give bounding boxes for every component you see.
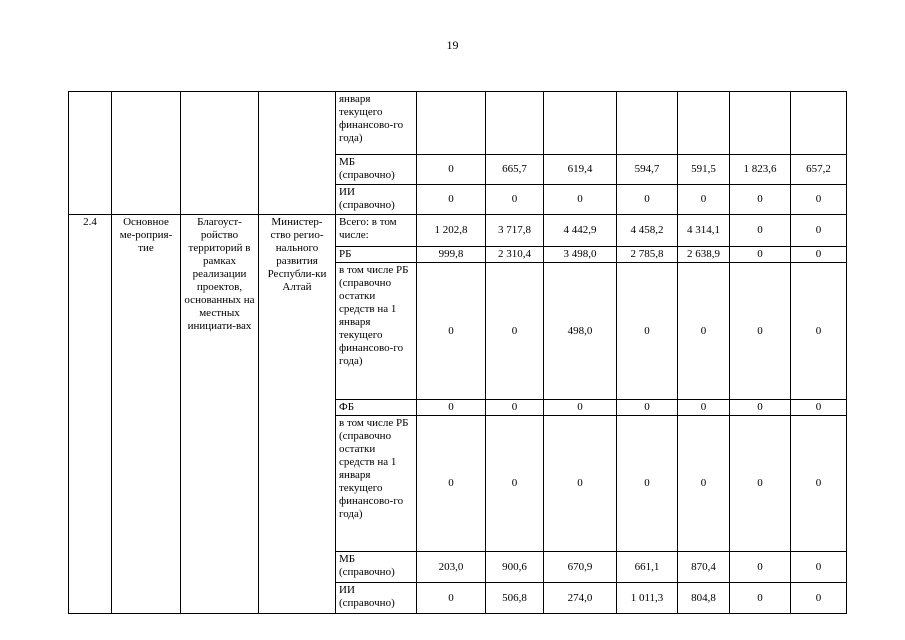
value-cell: 657,2 [791, 155, 847, 185]
funding-source-cell: ФБ [336, 400, 417, 416]
value-cell: 3 498,0 [544, 247, 617, 263]
value-cell [617, 92, 678, 155]
value-cell: 274,0 [544, 583, 617, 614]
value-cell: 670,9 [544, 552, 617, 583]
value-cell: 0 [791, 552, 847, 583]
page-number: 19 [446, 38, 459, 52]
value-cell: 0 [486, 416, 544, 552]
value-cell: 0 [791, 185, 847, 215]
value-cell: 0 [678, 400, 730, 416]
value-cell: 2 638,9 [678, 247, 730, 263]
value-cell: 0 [544, 416, 617, 552]
value-cell: 0 [417, 263, 486, 400]
funding-source-cell: ИИ (справочно) [336, 185, 417, 215]
value-cell: 0 [417, 155, 486, 185]
funding-source-cell: МБ (справочно) [336, 552, 417, 583]
table-body [69, 92, 847, 614]
value-cell: 0 [730, 185, 791, 215]
item-name-cell: Благоуст-ройство территорий в рамках реализации проектов, основанных на местных инициати-вах [181, 215, 259, 614]
executor-cell: Министер-ство регио-нального развития Республи-ки Алтай [259, 215, 336, 614]
value-cell: 665,7 [486, 155, 544, 185]
value-cell: 203,0 [417, 552, 486, 583]
value-cell: 0 [617, 263, 678, 400]
value-cell: 591,5 [678, 155, 730, 185]
empty-cell [112, 92, 181, 215]
value-cell: 1 202,8 [417, 215, 486, 247]
value-cell: 0 [544, 400, 617, 416]
value-cell: 0 [730, 247, 791, 263]
value-cell: 0 [791, 416, 847, 552]
value-cell: 0 [730, 400, 791, 416]
budget-table [68, 91, 847, 614]
empty-cell [69, 92, 112, 215]
value-cell: 4 314,1 [678, 215, 730, 247]
value-cell: 3 717,8 [486, 215, 544, 247]
value-cell: 0 [417, 583, 486, 614]
value-cell: 498,0 [544, 263, 617, 400]
value-cell: 506,8 [486, 583, 544, 614]
value-cell: 870,4 [678, 552, 730, 583]
value-cell: 0 [791, 263, 847, 400]
value-cell: 594,7 [617, 155, 678, 185]
value-cell [486, 92, 544, 155]
value-cell: 0 [730, 416, 791, 552]
value-cell [678, 92, 730, 155]
value-cell: 999,8 [417, 247, 486, 263]
value-cell: 0 [486, 263, 544, 400]
empty-cell [259, 92, 336, 215]
funding-source-cell: РБ [336, 247, 417, 263]
value-cell: 0 [791, 583, 847, 614]
item-type-cell: Основное ме-роприя-тие [112, 215, 181, 614]
value-cell: 0 [417, 185, 486, 215]
value-cell: 4 442,9 [544, 215, 617, 247]
value-cell: 2 785,8 [617, 247, 678, 263]
value-cell: 619,4 [544, 155, 617, 185]
value-cell: 2 310,4 [486, 247, 544, 263]
funding-source-cell: января текущего финансово-го года) [336, 92, 417, 155]
funding-source-cell: Всего: в том числе: [336, 215, 417, 247]
value-cell: 0 [678, 416, 730, 552]
value-cell: 1 823,6 [730, 155, 791, 185]
value-cell: 900,6 [486, 552, 544, 583]
value-cell: 0 [730, 215, 791, 247]
funding-source-cell: МБ (справочно) [336, 155, 417, 185]
value-cell: 0 [678, 185, 730, 215]
funding-source-cell: в том числе РБ (справочно остатки средств на 1 января текущего финансово-го года) [336, 416, 417, 552]
value-cell: 0 [417, 416, 486, 552]
value-cell: 0 [791, 215, 847, 247]
value-cell: 0 [617, 185, 678, 215]
value-cell: 4 458,2 [617, 215, 678, 247]
funding-source-cell: ИИ (справочно) [336, 583, 417, 614]
value-cell: 1 011,3 [617, 583, 678, 614]
empty-cell [181, 92, 259, 215]
value-cell: 0 [617, 400, 678, 416]
value-cell [730, 92, 791, 155]
value-cell: 0 [730, 552, 791, 583]
value-cell [791, 92, 847, 155]
funding-source-cell: в том числе РБ (справочно остатки средств на 1 января текущего финансово-го года) [336, 263, 417, 400]
value-cell: 804,8 [678, 583, 730, 614]
value-cell [417, 92, 486, 155]
value-cell: 0 [791, 247, 847, 263]
value-cell [544, 92, 617, 155]
value-cell: 0 [791, 400, 847, 416]
value-cell: 0 [730, 263, 791, 400]
value-cell: 0 [486, 185, 544, 215]
value-cell: 0 [486, 400, 544, 416]
table-row [69, 215, 847, 247]
value-cell: 0 [730, 583, 791, 614]
value-cell: 0 [617, 416, 678, 552]
table-row [69, 92, 847, 155]
value-cell: 661,1 [617, 552, 678, 583]
value-cell: 0 [678, 263, 730, 400]
item-number-cell: 2.4 [69, 215, 112, 614]
value-cell: 0 [544, 185, 617, 215]
value-cell: 0 [417, 400, 486, 416]
